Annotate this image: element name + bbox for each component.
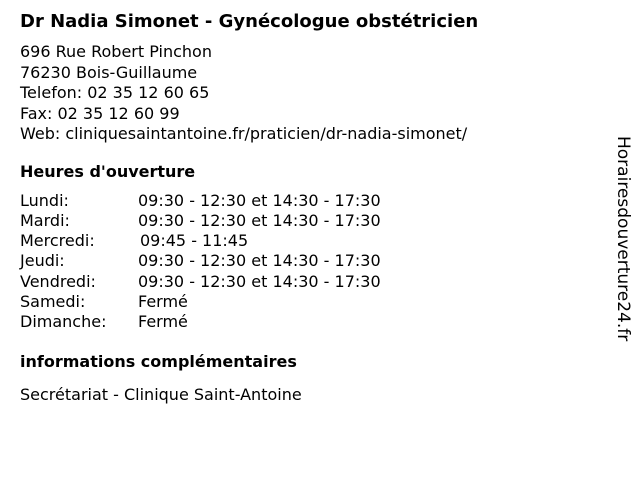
hours-row [20,292,600,312]
hours-row [20,251,600,271]
day-label: Dimanche: [20,312,107,332]
day-hours: 09:30 - 12:30 et 14:30 - 17:30 [138,210,381,230]
day-label: Jeudi: [20,251,65,271]
listing [20,9,600,405]
hours-row [20,312,600,332]
day-hours: Fermé [138,312,188,332]
day-hours: 09:45 - 11:45 [140,231,249,251]
hours-row [20,231,600,251]
day-label: Mardi: [20,210,70,230]
street-address: 696 Rue Robert Pinchon [20,42,212,61]
hours-heading: Heures d'ouverture [20,161,196,181]
hours-row [20,272,600,292]
phone-number: Telefon: 02 35 12 60 65 [20,83,210,102]
day-label: Mercredi: [20,231,95,251]
website-link: Web: cliniquesaintantoine.fr/praticien/dr-nadia-simonet/ [20,124,468,143]
city-address: 76230 Bois-Guillaume [20,62,198,82]
page-title: Dr Nadia Simonet - Gynécologue obstétricien [20,11,479,32]
info-heading: informations complémentaires [20,351,297,371]
info-text: Secrétariat - Clinique Saint-Antoine [20,384,302,404]
day-label: Samedi: [20,291,86,311]
hours-row [20,191,600,211]
day-hours: 09:30 - 12:30 et 14:30 - 17:30 [138,251,381,271]
contact-block [20,42,600,145]
watermark [612,136,636,372]
day-label: Vendredi: [20,271,96,291]
fax-number: Fax: 02 35 12 60 99 [20,103,180,123]
day-hours: Fermé [138,291,188,311]
day-hours: 09:30 - 12:30 et 14:30 - 17:30 [138,271,381,291]
hours-table [20,191,600,333]
watermark-text: Horairesdouverture24.fr [613,136,633,342]
hours-row [20,211,600,231]
day-hours: 09:30 - 12:30 et 14:30 - 17:30 [138,190,381,210]
day-label: Lundi: [20,190,69,210]
